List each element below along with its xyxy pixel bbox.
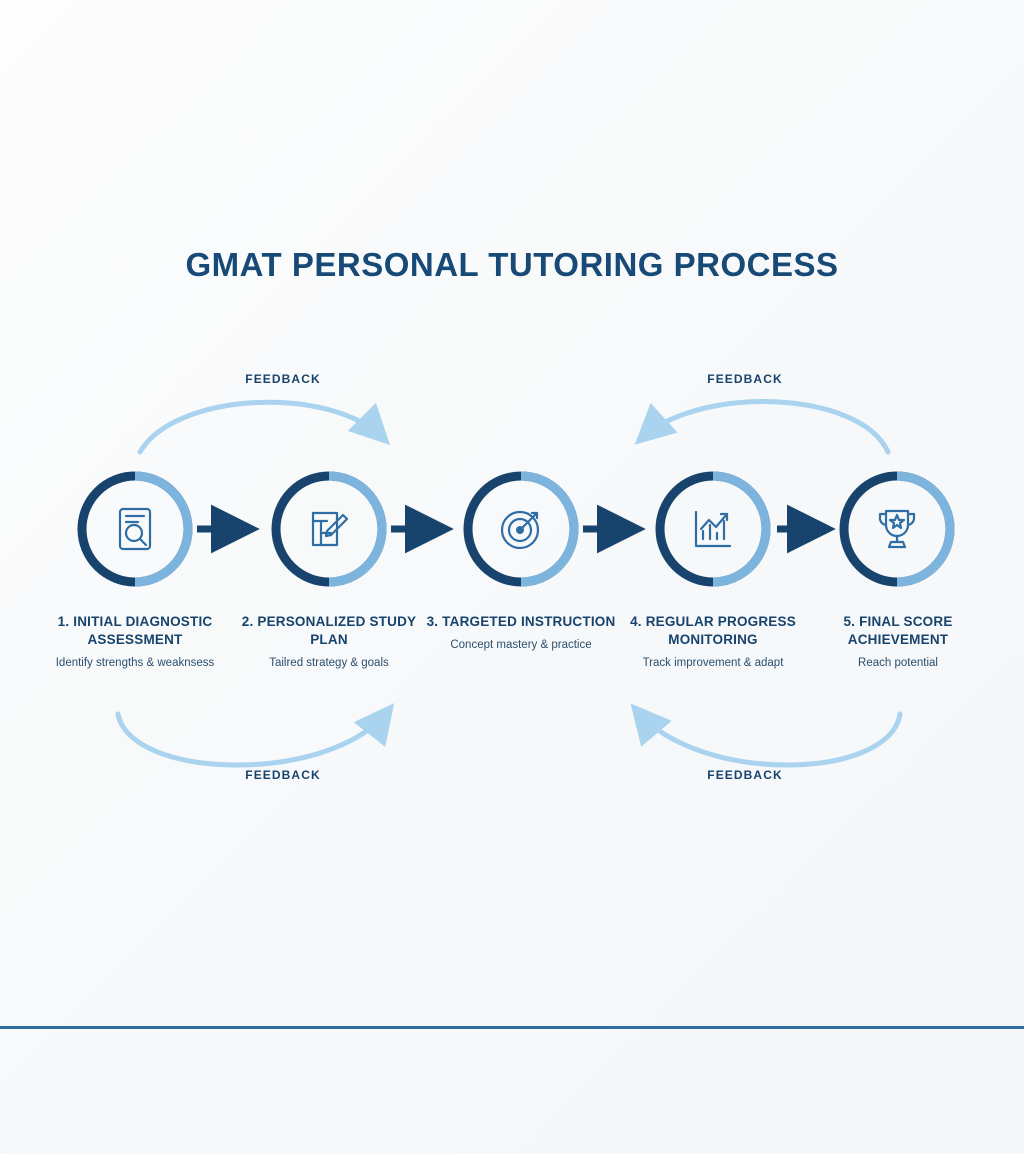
step-subtitle-2: Tailred strategy & goals [269,657,389,669]
footer-divider [0,1026,1024,1029]
step-subtitle-1: Identify strengths & weaknsess [55,657,215,669]
trophy-star-icon [867,499,927,559]
step-title-3: 3. TARGETED INSTRUCTION [426,614,616,629]
step-label-2 [224,613,434,671]
document-magnifier-icon [105,499,165,559]
feedback-arc-top-right [642,402,888,452]
step-node-4[interactable] [651,467,775,591]
step-node-5[interactable] [835,467,959,591]
step-title-4: 4. REGULAR PROGRESS MONITORING [630,614,796,647]
step-label-1 [30,613,240,671]
step-label-3 [416,613,626,653]
step-node-3[interactable] [459,467,583,591]
blueprint-pencil-icon [299,499,359,559]
feedback-label-bottom-right: FEEDBACK [707,768,783,782]
feedback-arc-bottom-left [118,711,388,765]
bar-chart-arrow-icon [683,499,743,559]
step-subtitle-5: Reach potential [858,657,938,669]
step-title-2: 2. PERSONALIZED STUDY PLAN [241,614,417,647]
page-title: GMAT PERSONAL TUTORING PROCESS [185,246,839,283]
feedback-arc-top-left [140,402,383,452]
step-label-4 [608,613,818,671]
feedback-label-top-left: FEEDBACK [245,372,321,386]
feedback-label-bottom-left: FEEDBACK [245,768,321,782]
step-node-1[interactable] [73,467,197,591]
feedback-label-top-right: FEEDBACK [707,372,783,386]
target-dart-icon [491,499,551,559]
step-label-5 [793,613,1003,671]
feedback-arc-bottom-right [637,711,900,765]
step-subtitle-4: Track improvement & adapt [642,657,784,669]
step-title-5: 5. FINAL SCORE ACHIEVEMENT [843,614,953,647]
step-title-1: 1. INITIAL DIAGNOSTIC ASSESSMENT [57,614,213,647]
step-node-2[interactable] [267,467,391,591]
step-subtitle-3: Concept mastery & practice [450,639,592,651]
